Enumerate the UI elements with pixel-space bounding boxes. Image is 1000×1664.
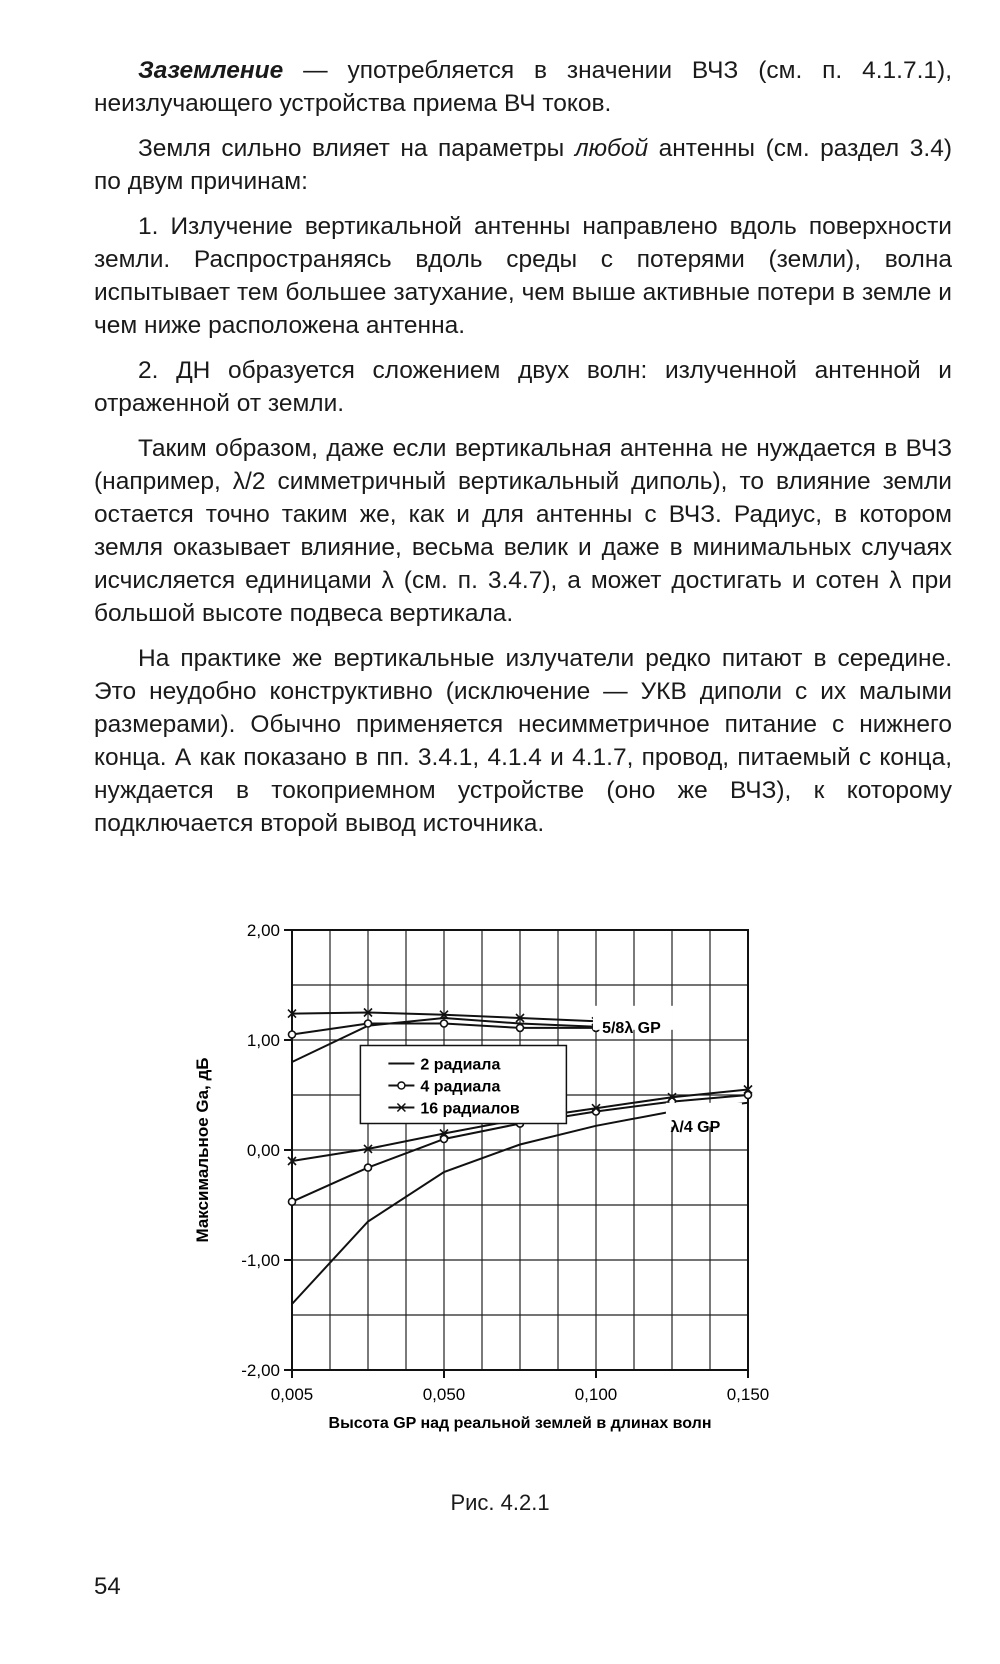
term-bold: Заземление [138, 57, 284, 84]
legend-label: 4 радиала [420, 1078, 501, 1096]
paragraph: 2. ДН образуется сложением двух волн: излученной антенной и отраженной от земли. [94, 357, 952, 417]
x-tick-label: 0,150 [726, 1385, 770, 1404]
annotation-14-gp: λ/4 GP [670, 1118, 721, 1136]
data-point [289, 1198, 296, 1205]
x-tick-label: 0,005 [270, 1385, 314, 1404]
data-point [289, 1031, 296, 1038]
legend-label: 2 радиала [420, 1056, 501, 1074]
paragraph-text: — употребляется в значении ВЧЗ (см. п. 4.1.7.1), неизлучающего устройства приема ВЧ токов. [94, 57, 952, 117]
figure-caption: Рис. 4.2.1 [450, 1490, 550, 1515]
data-point [365, 1164, 372, 1171]
page-number: 54 [94, 1573, 121, 1600]
paragraph [94, 54, 952, 120]
y-tick-label: 2,00 [246, 921, 280, 940]
paragraph-text: Земля сильно влияет на параметры [138, 135, 575, 162]
paragraph: На практике же вертикальные излучатели редко питают в середине. Это неудобно конструктивно (исключение — УКВ диполи с их малыми размерами). Обычно применяется несимметричное питание с нижнего конца. А как показано в пп. 3.4.1, 4.1.4 и 4.1.7, провод, питаемый с конца, нуждается в токоприемном устройстве (оно же ВЧЗ), к которому подключается второй вывод источника. [94, 645, 952, 837]
x-tick-label: 0,100 [574, 1385, 618, 1404]
y-tick-label: 1,00 [246, 1031, 280, 1050]
data-point [517, 1024, 524, 1031]
x-tick-label: 0,050 [422, 1385, 466, 1404]
emphasis: любой [574, 135, 649, 162]
paragraph-text: антенны (см. раздел 3.4) по двум причинам: [94, 135, 952, 195]
y-tick-label: 0,00 [246, 1141, 280, 1160]
legend-label: 16 радиалов [420, 1100, 520, 1118]
data-point [365, 1020, 372, 1027]
y-tick-label: -2,00 [241, 1361, 280, 1380]
annotation-58-gp: 5/8λ GP [602, 1019, 661, 1037]
y-axis-label: Максимальное Ga, дБ [193, 1057, 212, 1243]
chart-svg [190, 900, 830, 1460]
chart [190, 900, 830, 1460]
body-text [94, 54, 952, 852]
paragraph [94, 132, 952, 198]
data-point [441, 1020, 448, 1027]
x-axis-label: Высота GP над реальной землей в длинах волн [328, 1415, 712, 1432]
y-tick-label: -1,00 [241, 1251, 280, 1270]
legend-marker [398, 1082, 405, 1089]
paragraph: 1. Излучение вертикальной антенны направлено вдоль поверхности земли. Распространяясь вдоль среды с потерями (земли), волна испытывает тем большее затухание, чем выше активные потери в земле и чем ниже расположена антенна. [94, 213, 952, 339]
paragraph: Таким образом, даже если вертикальная антенна не нуждается в ВЧЗ (например, λ/2 симметричный вертикальный диполь), то влияние земли остается точно таким же, как и для антенны с ВЧЗ. Радиус, в котором земля оказывает влияние, весьма велик и даже в минимальных случаях исчисляется единицами λ (см. п. 3.4.7), а может достигать и сотен λ при большой высоте подвеса вертикала. [94, 435, 952, 627]
